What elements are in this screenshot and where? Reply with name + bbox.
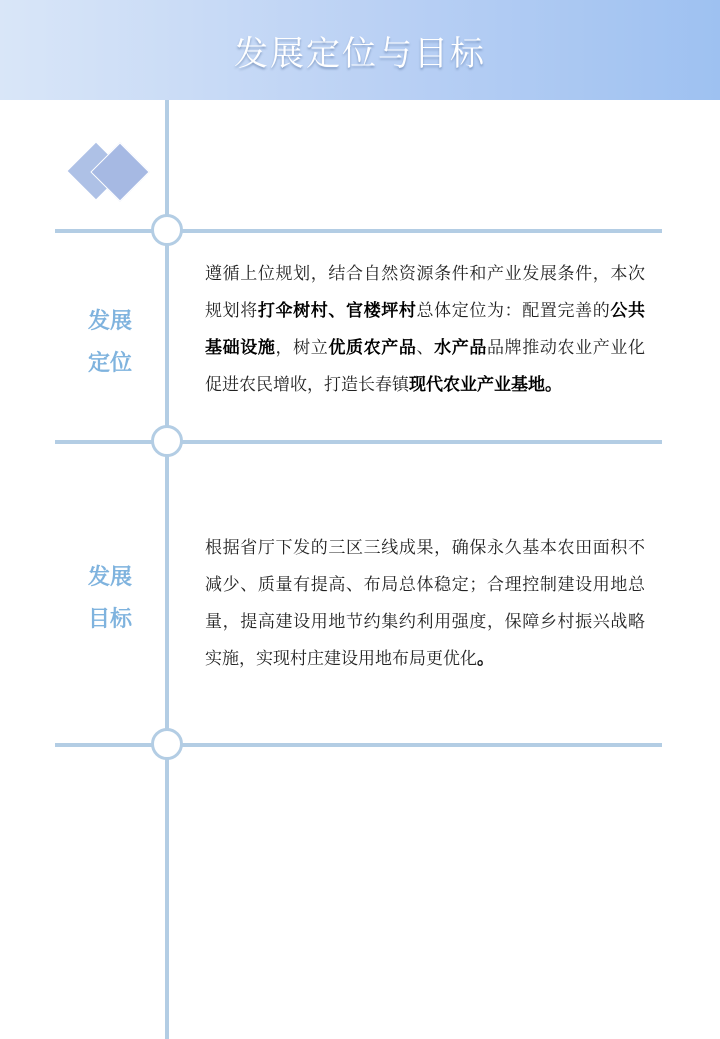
- section-label-line: 发展: [87, 309, 132, 334]
- timeline-node: [151, 728, 183, 760]
- divider-line: [55, 229, 662, 233]
- paragraph-text: 根据省厅下发的三区三线成果，确保永久基本农田面积不减少、质量有提高、布局总体稳定；合理控制建设用地总量，提高建设用地节约集约利用强度，保障乡村振兴战略实施，实现村庄建设用地布局更优化: [205, 538, 645, 669]
- page-title: 发展定位与目标: [234, 34, 486, 74]
- section-label-line: 发展: [87, 565, 132, 590]
- header-banner: [0, 0, 720, 100]
- divider-line: [55, 743, 662, 747]
- paragraph-bold-text: 现代农业产业基地。: [409, 375, 562, 395]
- paragraph-bold-text: 公共基础设施: [205, 301, 645, 358]
- paragraph-text: 品牌推动农业产业化促进农民增收，打造长春镇: [205, 338, 645, 395]
- section-label-positioning: [60, 301, 160, 385]
- paragraph-text: 总体定位为：配置完善的: [416, 301, 611, 321]
- paragraph-text: ，树立: [275, 338, 329, 358]
- divider-line: [55, 440, 662, 444]
- section-label-goals: [60, 557, 160, 641]
- section-paragraph-positioning: [205, 256, 645, 404]
- timeline-node: [151, 214, 183, 246]
- section-paragraph-goals: [205, 530, 645, 678]
- section-label-line: 目标: [87, 607, 132, 632]
- paragraph-text: 遵循上位规划，结合自然资源条件和产业发展条件，本次规划将: [205, 264, 645, 321]
- paragraph-bold-text: 优质农产品: [328, 338, 417, 358]
- timeline-node: [151, 425, 183, 457]
- paragraph-bold-text: 打伞树村、官楼坪村: [257, 301, 417, 321]
- paragraph-bold-text: 。: [477, 649, 494, 669]
- paragraph-text: 、: [416, 338, 435, 358]
- paragraph-bold-text: 水产品: [434, 338, 487, 358]
- section-label-line: 定位: [87, 351, 132, 376]
